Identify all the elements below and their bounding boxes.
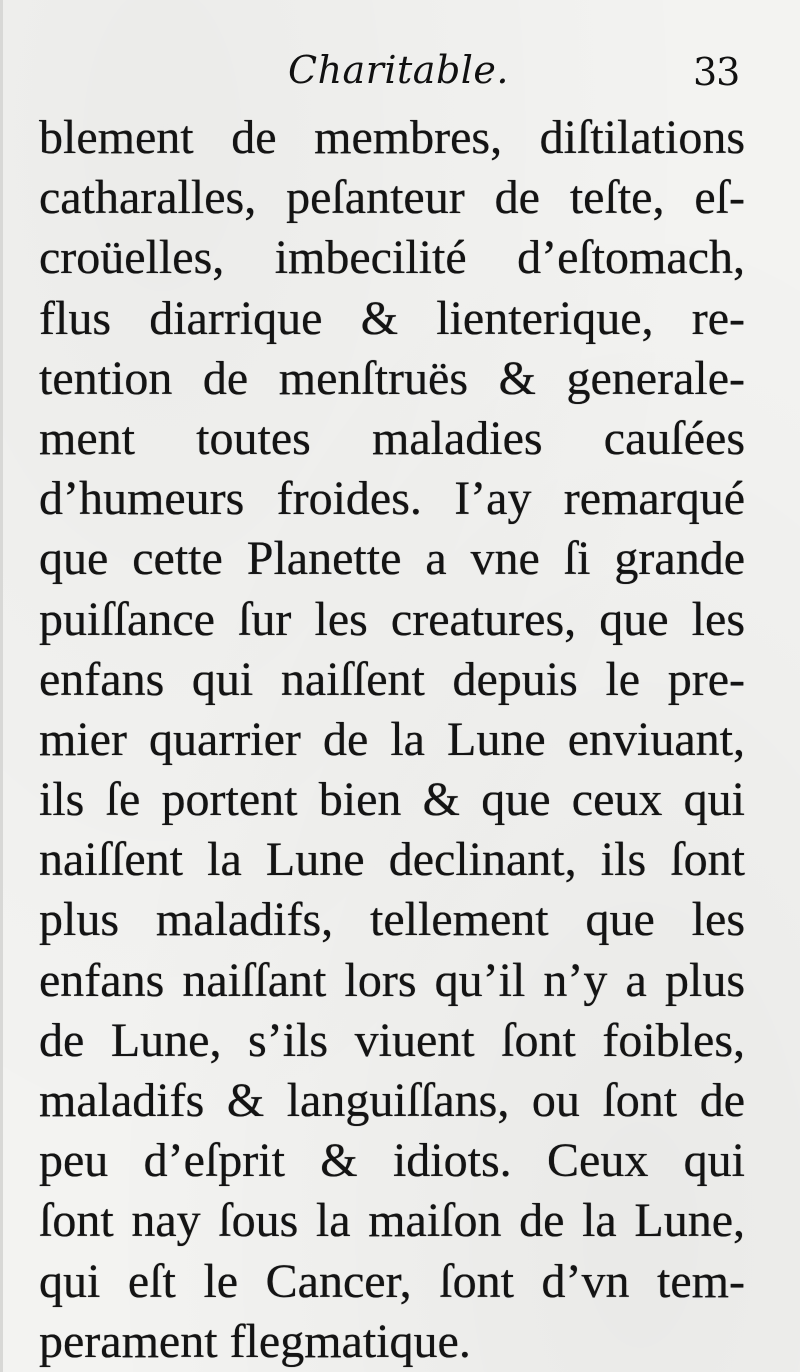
text-line: de Lune, s’ils viuent ſont foibles, bbox=[39, 1013, 745, 1067]
text-line: blement de membres, diſtilations bbox=[39, 111, 745, 164]
body-text bbox=[39, 108, 745, 1372]
running-head bbox=[3, 48, 800, 100]
text-line: ſont nay ſous la maiſon de la Lune, bbox=[39, 1194, 745, 1248]
text-line: peu d’eſprit & idiots. Ceux qui bbox=[39, 1134, 745, 1188]
text-line: maladifs & languiſſans, ou ſont de bbox=[39, 1074, 745, 1127]
text-line: naiſſent la Lune declinant, ils ſont bbox=[39, 833, 745, 887]
text-line: ils ſe portent bien & que ceux qui bbox=[39, 773, 745, 827]
text-line: enfans qui naiſſent depuis le pre- bbox=[39, 652, 745, 706]
text-line: qui eſt le Cancer, ſont d’vn tem- bbox=[39, 1254, 745, 1308]
text-line: enfans naiſſant lors qu’il n’y a plus bbox=[39, 953, 745, 1007]
text-line: flus diarrique & lienterique, re- bbox=[39, 291, 745, 345]
text-line: que cette Planette a vne ſi grande bbox=[39, 532, 745, 586]
text-line: mier quarrier de la Lune enviuant, bbox=[39, 712, 745, 766]
page-number: 33 bbox=[693, 50, 740, 94]
text-line: perament flegmatique. bbox=[39, 1314, 471, 1368]
text-line: catharalles, peſanteur de teſte, eſ- bbox=[39, 171, 745, 225]
text-line: d’humeurs froides. I’ay remarqué bbox=[39, 472, 745, 526]
text-line: ment toutes maladies cauſées bbox=[39, 411, 745, 465]
text-line: puiſſance ſur les creatures, que les bbox=[39, 592, 745, 646]
running-title: Charitable. bbox=[288, 48, 509, 92]
text-line: croüelles, imbecilité d’eſtomach, bbox=[39, 231, 745, 285]
text-line: plus maladifs, tellement que les bbox=[39, 893, 745, 947]
text-line: tention de menſtruës & generale- bbox=[39, 351, 745, 405]
